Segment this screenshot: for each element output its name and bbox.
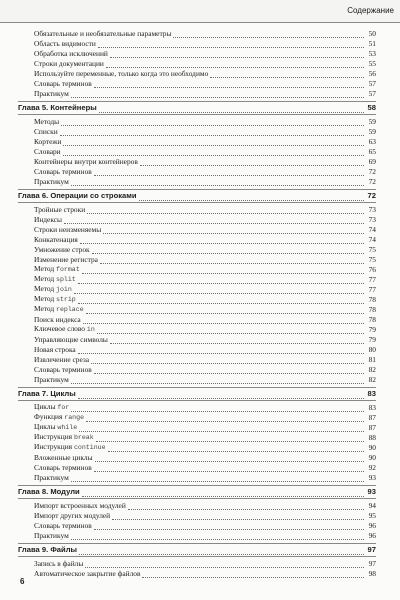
toc-entry-title <box>34 39 97 49</box>
title-text: Вложенные циклы <box>34 453 93 462</box>
toc-page-number: 79 <box>365 325 376 335</box>
toc-entry-row <box>18 473 376 483</box>
toc-page-number: 73 <box>365 215 376 225</box>
code-keyword: split <box>55 276 76 283</box>
code-keyword: range <box>64 414 85 421</box>
toc-page-number: 58 <box>365 102 376 114</box>
title-text: Умножение строк <box>34 245 90 254</box>
dot-leader <box>94 168 364 176</box>
toc-page-number: 50 <box>365 29 376 39</box>
toc-page-number: 96 <box>365 521 376 531</box>
toc-page-number: 75 <box>365 245 376 255</box>
dot-leader <box>96 434 364 442</box>
toc-entry-title <box>34 235 79 245</box>
toc-entry-title <box>34 69 209 79</box>
title-text: Практикум <box>34 531 69 540</box>
toc-entry-title <box>34 345 77 355</box>
toc-entry-row <box>18 443 376 453</box>
toc-entry-row <box>18 49 376 59</box>
toc-entry-row <box>18 39 376 49</box>
title-text: Практикум <box>34 375 69 384</box>
title-text: Словари <box>34 147 61 156</box>
toc-page-number: 57 <box>365 79 376 89</box>
title-text: Ключевое слово <box>34 324 87 333</box>
toc-entry-title <box>34 205 86 215</box>
toc-entry-title <box>34 473 70 483</box>
toc-page-number: 78 <box>365 295 376 305</box>
title-text: Глава 5. Контейнеры <box>18 103 97 112</box>
toc-page-number: 72 <box>365 190 376 202</box>
toc-page-number: 87 <box>365 423 376 433</box>
toc-page-number: 93 <box>365 473 376 483</box>
title-text: Инструкция <box>34 442 74 451</box>
toc-entry-row <box>18 569 376 579</box>
toc-page-number: 92 <box>365 463 376 473</box>
title-text: Обработка исключений <box>34 49 108 58</box>
title-text: Глава 9. Файлы <box>18 545 77 554</box>
title-text: Списки <box>34 127 58 136</box>
toc-entry-row <box>18 365 376 375</box>
toc-page-number: 57 <box>365 89 376 99</box>
title-text: Словарь терминов <box>34 521 92 530</box>
toc-chapter-row <box>18 101 376 115</box>
code-keyword: strip <box>55 296 76 303</box>
toc-page-number: 90 <box>365 443 376 453</box>
title-text: Глава 8. Модули <box>18 487 80 496</box>
dot-leader <box>63 148 364 156</box>
toc-entry-title <box>34 335 109 345</box>
dot-leader <box>60 128 364 136</box>
toc-entry-title <box>34 117 60 127</box>
toc-entry-row <box>18 215 376 225</box>
toc-entry-row <box>18 453 376 463</box>
dot-leader <box>61 118 364 126</box>
dot-leader <box>139 192 364 201</box>
title-text: Импорт других модулей <box>34 511 111 520</box>
toc-chapter-title <box>18 102 98 114</box>
code-keyword: continue <box>73 444 106 451</box>
toc-entry-title <box>34 177 70 187</box>
toc-page-number: 94 <box>365 501 376 511</box>
title-text: Контейнеры внутри контейнеров <box>34 157 138 166</box>
toc-entry-title <box>34 225 102 235</box>
dot-leader <box>78 276 364 284</box>
title-text: Методы <box>34 117 60 126</box>
toc-entry-row <box>18 147 376 157</box>
toc-entry-row <box>18 463 376 473</box>
title-text: Конкатенация <box>34 235 78 244</box>
title-text: Индексы <box>34 215 62 224</box>
toc-page-number: 75 <box>365 255 376 265</box>
toc-entry-title <box>34 157 139 167</box>
toc-entry-row <box>18 29 376 39</box>
dot-leader <box>210 70 364 78</box>
title-text: Глава 7. Циклы <box>18 389 76 398</box>
toc-entry-title <box>34 511 111 521</box>
toc-page-number: 74 <box>365 225 376 235</box>
toc-entry-title <box>34 137 62 147</box>
toc-entry-title <box>34 531 70 541</box>
dot-leader <box>71 404 364 412</box>
toc-chapter-title <box>18 388 77 400</box>
dot-leader <box>106 60 364 68</box>
title-text: Функция <box>34 412 65 421</box>
toc-entry-row <box>18 531 376 541</box>
toc-entry-title <box>34 559 84 569</box>
toc-page-number: 95 <box>365 511 376 521</box>
title-text: Тройные строки <box>34 205 86 214</box>
toc-entry-row <box>18 59 376 69</box>
toc-entry-title <box>34 355 90 365</box>
dot-leader <box>85 560 364 568</box>
title-text: Кортежи <box>34 137 62 146</box>
toc-page-number: 83 <box>365 388 376 400</box>
toc-entry-row <box>18 137 376 147</box>
toc-entry-row <box>18 205 376 215</box>
code-keyword: while <box>57 424 78 431</box>
toc-page-number: 96 <box>365 531 376 541</box>
toc-chapter-title <box>18 486 81 498</box>
dot-leader <box>128 502 364 510</box>
toc-entry-row <box>18 345 376 355</box>
title-text: Изменение регистра <box>34 255 98 264</box>
toc-entry-title <box>34 324 96 335</box>
title-text: Используйте переменные, только когда это необходимо <box>34 69 209 78</box>
running-header-title: Содержание <box>347 6 394 15</box>
toc-page-number: 90 <box>365 453 376 463</box>
toc-entry-title <box>34 365 93 375</box>
toc-page-number: 76 <box>365 265 376 275</box>
dot-leader <box>110 336 364 344</box>
title-text: Поиск индекса <box>34 315 81 324</box>
toc-entry-row <box>18 335 376 345</box>
toc-entry-row <box>18 245 376 255</box>
title-text: Строки документации <box>34 59 104 68</box>
toc-entry-title <box>34 59 105 69</box>
toc-entry-row <box>18 305 376 315</box>
dot-leader <box>80 236 364 244</box>
toc-entry-row <box>18 127 376 137</box>
dot-leader <box>103 226 364 234</box>
toc-entry-title <box>34 215 63 225</box>
title-text: Практикум <box>34 473 69 482</box>
title-text: Практикум <box>34 89 69 98</box>
dot-leader <box>78 346 364 354</box>
dot-leader <box>94 522 364 530</box>
dot-leader <box>71 90 364 98</box>
toc-entry-title <box>34 245 91 255</box>
toc-entry-row <box>18 225 376 235</box>
dot-leader <box>83 316 364 324</box>
dot-leader <box>112 512 364 520</box>
dot-leader <box>94 366 364 374</box>
toc-page-number: 78 <box>365 305 376 315</box>
dot-leader <box>82 266 364 274</box>
title-text: Управляющие символы <box>34 335 108 344</box>
toc-page-number: 53 <box>365 49 376 59</box>
code-keyword: for <box>57 404 70 411</box>
running-header <box>0 0 400 23</box>
dot-leader <box>142 570 364 578</box>
toc-page-number: 69 <box>365 157 376 167</box>
toc-page-number: 73 <box>365 205 376 215</box>
toc-entry-title <box>34 521 93 531</box>
dot-leader <box>78 390 364 399</box>
code-keyword: in <box>86 326 95 333</box>
title-text: Метод <box>34 274 56 283</box>
toc-page-number: 87 <box>365 413 376 423</box>
toc-page-number: 81 <box>365 355 376 365</box>
toc-page-number: 65 <box>365 147 376 157</box>
toc-entry-row <box>18 167 376 177</box>
toc-page-number: 56 <box>365 69 376 79</box>
title-text: Глава 6. Операции со строками <box>18 191 137 200</box>
toc-page-number: 97 <box>365 544 376 556</box>
dot-leader <box>91 356 364 364</box>
dot-leader <box>110 50 364 58</box>
toc-entry-title <box>34 79 93 89</box>
toc-entry-row <box>18 559 376 569</box>
toc-page-number: 51 <box>365 39 376 49</box>
toc-page-number: 98 <box>365 569 376 579</box>
toc-entry-title <box>34 501 127 511</box>
title-text: Запись в файлы <box>34 559 84 568</box>
toc-page-number: 88 <box>365 433 376 443</box>
toc-entry-title <box>34 89 70 99</box>
title-text: Словарь терминов <box>34 365 92 374</box>
dot-leader <box>108 444 364 452</box>
toc-entry-title <box>34 453 94 463</box>
dot-leader <box>74 286 364 294</box>
title-text: Метод <box>34 284 56 293</box>
dot-leader <box>95 454 364 462</box>
dot-leader <box>99 104 364 113</box>
toc-entry-row <box>18 157 376 167</box>
toc-page-number: 77 <box>365 275 376 285</box>
title-text: Инструкция <box>34 432 74 441</box>
dot-leader <box>100 256 364 264</box>
title-text: Извлечение среза <box>34 355 90 364</box>
title-text: Новая строка <box>34 345 76 354</box>
toc-page-number: 74 <box>365 235 376 245</box>
toc-page-number: 78 <box>365 315 376 325</box>
dot-leader <box>97 326 364 334</box>
toc-entry-title <box>34 375 70 385</box>
toc-chapter-title <box>18 544 78 556</box>
dot-leader <box>79 546 364 555</box>
dot-leader <box>173 30 364 38</box>
title-text: Автоматическое закрытие файлов <box>34 569 141 578</box>
toc-entry-row <box>18 89 376 99</box>
title-text: Метод <box>34 294 56 303</box>
title-text: Метод <box>34 264 56 273</box>
toc-chapter-row <box>18 543 376 557</box>
toc-page-number: 55 <box>365 59 376 69</box>
title-text: Обязательные и необязательные параметры <box>34 29 172 38</box>
dot-leader <box>79 424 364 432</box>
code-keyword: replace <box>55 306 84 313</box>
title-text: Область видимости <box>34 39 96 48</box>
toc-entry-row <box>18 375 376 385</box>
toc-chapter-title <box>18 190 138 202</box>
toc-entry-title <box>34 49 109 59</box>
dot-leader <box>94 80 364 88</box>
dot-leader <box>71 474 364 482</box>
toc-entry-title <box>34 167 93 177</box>
toc-entry-row <box>18 117 376 127</box>
dot-leader <box>63 138 364 146</box>
dot-leader <box>86 414 364 422</box>
toc-entry-row <box>18 177 376 187</box>
toc-page-number: 83 <box>365 403 376 413</box>
toc-entry-row <box>18 235 376 245</box>
toc-chapter-row <box>18 485 376 499</box>
dot-leader <box>87 206 364 214</box>
dot-leader <box>78 296 364 304</box>
toc-page-number: 82 <box>365 365 376 375</box>
title-text: Циклы <box>34 402 58 411</box>
toc-entry-title <box>34 304 85 315</box>
toc-entry-row <box>18 79 376 89</box>
toc-page-number: 72 <box>365 167 376 177</box>
code-keyword: break <box>73 434 94 441</box>
dot-leader <box>140 158 364 166</box>
title-text: Циклы <box>34 422 58 431</box>
toc-entry-row <box>18 521 376 531</box>
toc-entry-row <box>18 355 376 365</box>
title-text: Практикум <box>34 177 69 186</box>
dot-leader <box>86 306 364 314</box>
toc-chapter-row <box>18 189 376 203</box>
toc-page-number: 72 <box>365 177 376 187</box>
toc-page-number: 80 <box>365 345 376 355</box>
toc-entry-row <box>18 325 376 335</box>
toc-chapter-row <box>18 387 376 401</box>
dot-leader <box>98 40 364 48</box>
toc-page-number: 97 <box>365 559 376 569</box>
dot-leader <box>71 532 364 540</box>
title-text: Строки неизменяемы <box>34 225 102 234</box>
page-number: 6 <box>20 577 25 586</box>
toc-entry-row <box>18 69 376 79</box>
toc-entry-row <box>18 501 376 511</box>
title-text: Словарь терминов <box>34 463 92 472</box>
toc-page-number: 77 <box>365 285 376 295</box>
dot-leader <box>94 464 364 472</box>
title-text: Словарь терминов <box>34 167 92 176</box>
title-text: Метод <box>34 304 56 313</box>
dot-leader <box>92 246 364 254</box>
toc-entry-title <box>34 463 93 473</box>
toc-entry-title <box>34 442 107 453</box>
code-keyword: join <box>55 286 72 293</box>
table-of-contents <box>18 29 376 579</box>
toc-entry-title <box>34 29 172 39</box>
dot-leader <box>71 376 364 384</box>
dot-leader <box>64 216 364 224</box>
toc-page-number: 59 <box>365 127 376 137</box>
title-text: Импорт встроенных модулей <box>34 501 126 510</box>
toc-entry-title <box>34 569 141 579</box>
toc-page-number: 59 <box>365 117 376 127</box>
toc-page-number: 93 <box>365 486 376 498</box>
dot-leader <box>71 178 364 186</box>
code-keyword: format <box>55 266 80 273</box>
toc-page-number: 79 <box>365 335 376 345</box>
toc-page-number: 63 <box>365 137 376 147</box>
toc-entry-row <box>18 511 376 521</box>
toc-entry-title <box>34 147 62 157</box>
title-text: Словарь терминов <box>34 79 92 88</box>
dot-leader <box>82 488 364 497</box>
toc-entry-title <box>34 127 59 137</box>
toc-page-number: 82 <box>365 375 376 385</box>
